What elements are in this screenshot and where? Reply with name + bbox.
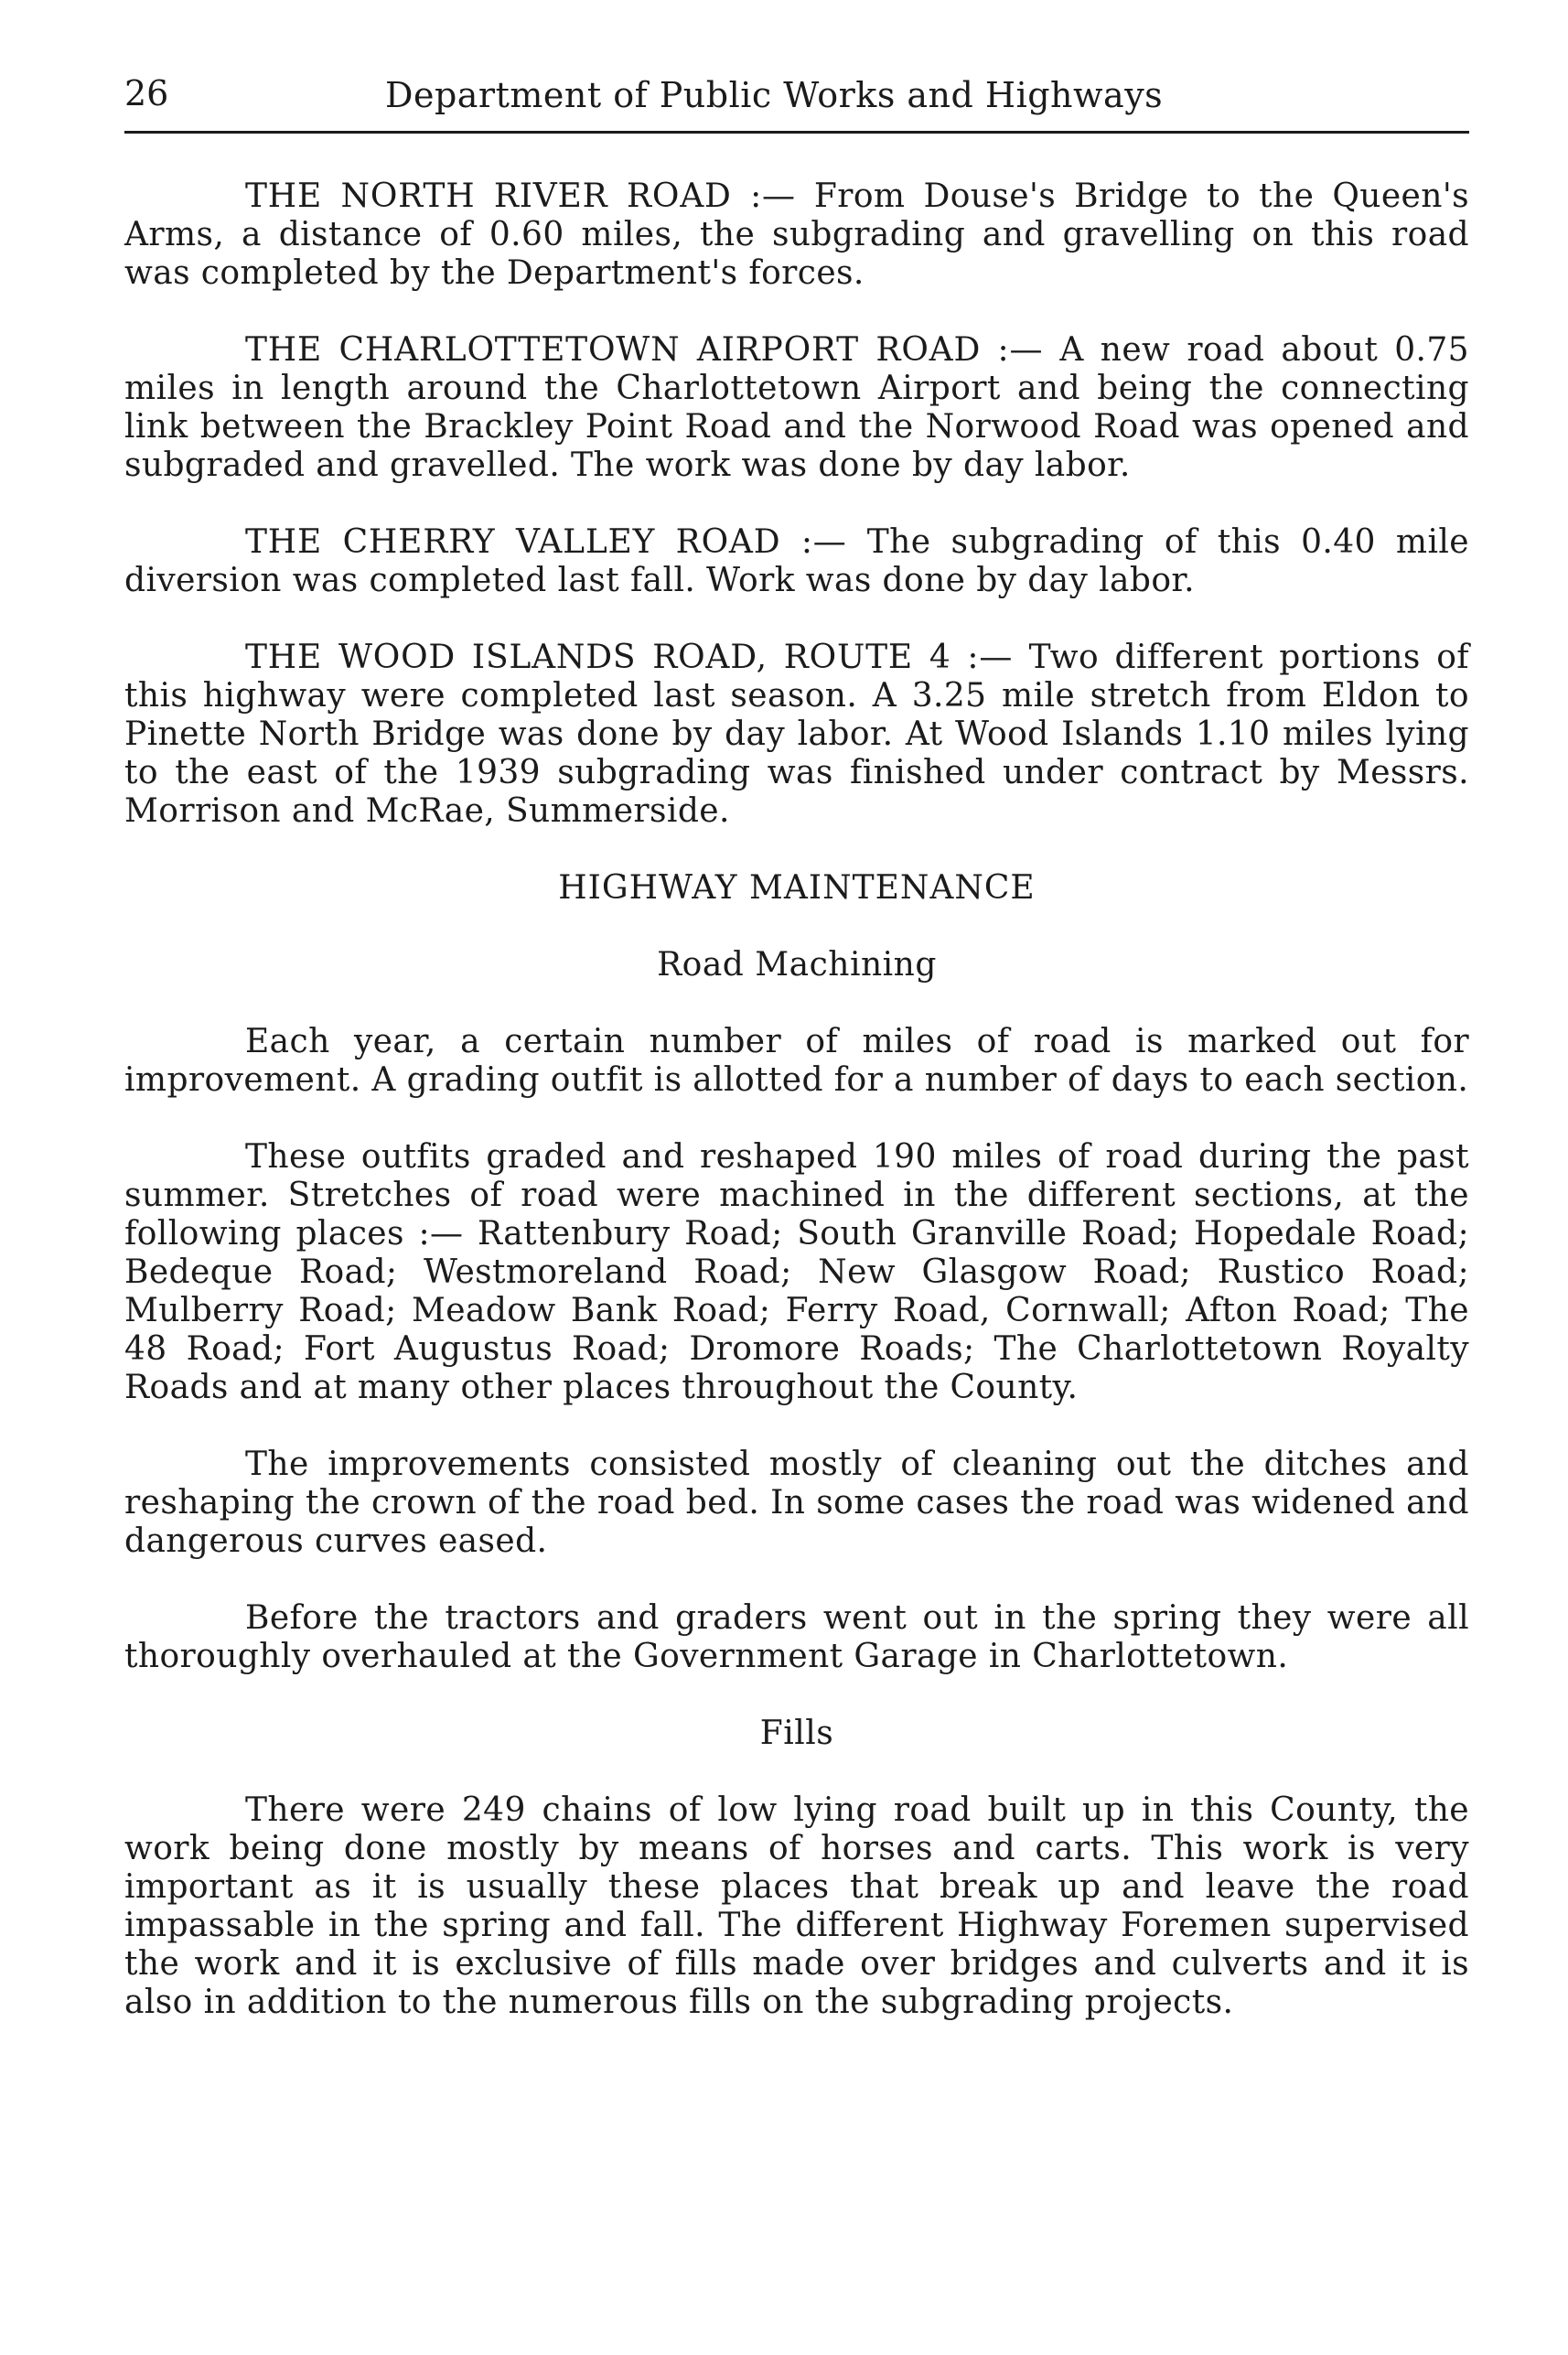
- page-body: [124, 177, 1469, 2060]
- road-entry-wood-islands: [124, 639, 1469, 831]
- road-heading: THE NORTH RIVER ROAD :—: [245, 177, 796, 215]
- road-heading: THE CHERRY VALLEY ROAD :—: [245, 523, 847, 561]
- page-number: 26: [124, 73, 169, 113]
- header-rule: [124, 131, 1469, 134]
- road-text: A new road about 0.75 miles in length around the Charlottetown Airport and being the connecting link between the Brackley Point Road and the Norwood Road was opened and subgraded and gravelled. The work was done by day labor.: [124, 331, 1469, 484]
- road-text: From Douse's Bridge to the Queen's Arms, a distance of 0.60 miles, the subgrading and gravelling on this road was completed by the Department's forces.: [124, 177, 1469, 292]
- machining-paragraph: Before the tractors and graders went out in the spring they were all thoroughly overhauled at the Government Garage in Charlottetown.: [124, 1599, 1469, 1675]
- road-text: The subgrading of this 0.40 mile diversion was completed last fall. Work was done by day labor.: [124, 523, 1470, 599]
- road-entry-cherry-valley: [124, 523, 1469, 600]
- section-heading-highway-maintenance: HIGHWAY MAINTENANCE: [558, 869, 1036, 907]
- road-entry-charlottetown-airport: [124, 331, 1469, 485]
- road-entry-north-river: [124, 177, 1469, 293]
- running-title: Department of Public Works and Highways: [385, 75, 1164, 115]
- road-text: Two different portions of this highway were completed last season. A 3.25 mile stretch from Eldon to Pinette North Bridge was done by day labor. At Wood Islands 1.10 miles lying to the east of the 1939 subgrading was finished under contract by Messrs. Morrison and McRae, Summerside.: [124, 639, 1470, 830]
- machining-paragraph: The improvements consisted mostly of cleaning out the ditches and reshaping the crown of the road bed. In some cases the road was widened and dangerous curves eased.: [124, 1446, 1469, 1560]
- machining-paragraph: Each year, a certain number of miles of road is marked out for improvement. A grading outfit is allotted for a number of days to each section.: [124, 1023, 1469, 1099]
- road-heading: THE WOOD ISLANDS ROAD, ROUTE 4 :—: [245, 639, 1014, 676]
- subheading-fills: Fills: [759, 1715, 834, 1752]
- page-header: [124, 71, 1469, 126]
- fills-paragraph: There were 249 chains of low lying road built up in this County, the work being done mostly by means of horses and carts. This work is very important as it is usually these places that break up and leave the road impassable in the spring and fall. The different Highway Foremen supervised the work and it is exclusive of fills made over bridges and culverts and it is also in addition to the numerous fills on the subgrading projects.: [124, 1791, 1469, 2021]
- road-heading: THE CHARLOTTETOWN AIRPORT ROAD :—: [245, 331, 1044, 369]
- machining-paragraph: These outfits graded and reshaped 190 miles of road during the past summer. Stretches of road were machined in the different sections, at the following places :— Rattenbury Road; South Granville Road; Hopedale Road; Bedeque Road; Westmoreland Road; New Glasgow Road; Rustico Road; Mulberry Road; Meadow Bank Road; Ferry Road, Cornwall; Afton Road; The 48 Road; Fort Augustus Road; Dromore Roads; The Charlottetown Royalty Roads and at many other places throughout the County.: [124, 1138, 1469, 1406]
- subheading-road-machining: Road Machining: [657, 946, 937, 984]
